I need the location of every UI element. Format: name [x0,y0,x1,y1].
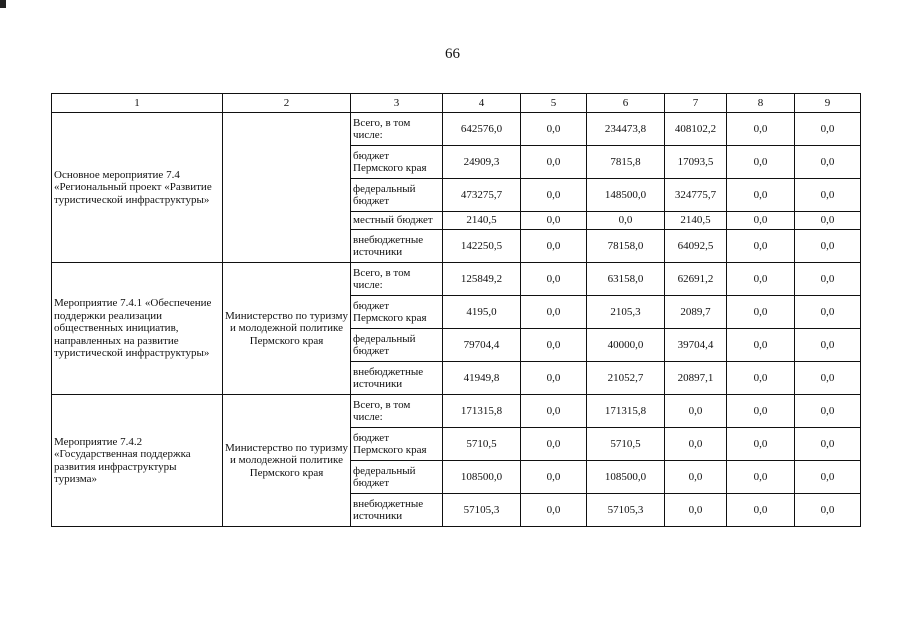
value-cell: 0,0 [727,113,795,146]
value-cell: 108500,0 [587,461,665,494]
funding-source-cell: бюджет Пермского края [351,146,443,179]
value-cell: 142250,5 [443,230,521,263]
value-cell: 0,0 [727,362,795,395]
value-cell: 0,0 [521,146,587,179]
event-name-cell: Мероприятие 7.4.2 «Государственная поддержка развития инфраструктуры туризма» [52,395,223,527]
value-cell: 0,0 [727,296,795,329]
value-cell: 234473,8 [587,113,665,146]
column-header: 9 [795,94,861,113]
value-cell: 0,0 [521,179,587,212]
funding-source-cell: федеральный бюджет [351,329,443,362]
value-cell: 79704,4 [443,329,521,362]
value-cell: 171315,8 [443,395,521,428]
value-cell: 78158,0 [587,230,665,263]
value-cell: 20897,1 [665,362,727,395]
column-header: 4 [443,94,521,113]
value-cell: 0,0 [521,296,587,329]
value-cell: 7815,8 [587,146,665,179]
value-cell: 0,0 [795,263,861,296]
value-cell: 0,0 [727,329,795,362]
value-cell: 2089,7 [665,296,727,329]
value-cell: 473275,7 [443,179,521,212]
funding-source-cell: внебюджетные источники [351,230,443,263]
header-row [52,94,861,113]
funding-source-cell: Всего, в том числе: [351,113,443,146]
value-cell: 642576,0 [443,113,521,146]
value-cell: 0,0 [795,362,861,395]
value-cell: 0,0 [521,428,587,461]
value-cell: 0,0 [665,428,727,461]
value-cell: 0,0 [665,461,727,494]
column-header: 1 [52,94,223,113]
column-header: 7 [665,94,727,113]
value-cell: 2140,5 [443,212,521,230]
value-cell: 125849,2 [443,263,521,296]
value-cell: 0,0 [521,329,587,362]
value-cell: 0,0 [665,395,727,428]
value-cell: 0,0 [665,494,727,527]
value-cell: 171315,8 [587,395,665,428]
value-cell: 0,0 [587,212,665,230]
value-cell: 0,0 [521,113,587,146]
value-cell: 0,0 [727,263,795,296]
value-cell: 62691,2 [665,263,727,296]
executor-cell: Министерство по туризму и молодежной политике Пермского края [223,395,351,527]
funding-source-cell: федеральный бюджет [351,179,443,212]
value-cell: 63158,0 [587,263,665,296]
value-cell: 0,0 [795,146,861,179]
funding-source-cell: бюджет Пермского края [351,296,443,329]
executor-cell [223,113,351,263]
value-cell: 5710,5 [443,428,521,461]
value-cell: 0,0 [727,494,795,527]
value-cell: 0,0 [727,212,795,230]
value-cell: 0,0 [521,395,587,428]
value-cell: 0,0 [727,395,795,428]
value-cell: 39704,4 [665,329,727,362]
value-cell: 0,0 [521,263,587,296]
event-name-cell: Основное мероприятие 7.4 «Региональный проект «Развитие туристической инфраструктуры» [52,113,223,263]
value-cell: 0,0 [795,494,861,527]
value-cell: 0,0 [795,461,861,494]
value-cell: 108500,0 [443,461,521,494]
value-cell: 5710,5 [587,428,665,461]
event-name-cell: Мероприятие 7.4.1 «Обеспечение поддержки реализации общественных инициатив, направленных на развитие туристической инфраструктуры» [52,263,223,395]
value-cell: 0,0 [727,428,795,461]
value-cell: 17093,5 [665,146,727,179]
funding-source-cell: Всего, в том числе: [351,263,443,296]
value-cell: 408102,2 [665,113,727,146]
executor-cell: Министерство по туризму и молодежной политике Пермского края [223,263,351,395]
value-cell: 0,0 [795,113,861,146]
table-row [52,263,861,296]
column-header: 2 [223,94,351,113]
value-cell: 2140,5 [665,212,727,230]
value-cell: 2105,3 [587,296,665,329]
value-cell: 0,0 [795,212,861,230]
value-cell: 0,0 [795,296,861,329]
page-number: 66 [445,46,460,62]
column-header: 3 [351,94,443,113]
budget-table [51,93,861,527]
value-cell: 0,0 [727,179,795,212]
value-cell: 0,0 [795,230,861,263]
value-cell: 0,0 [727,461,795,494]
column-header: 6 [587,94,665,113]
column-header: 8 [727,94,795,113]
funding-source-cell: бюджет Пермского края [351,428,443,461]
value-cell: 0,0 [795,395,861,428]
value-cell: 0,0 [521,362,587,395]
funding-source-cell: внебюджетные источники [351,362,443,395]
value-cell: 0,0 [795,179,861,212]
value-cell: 0,0 [521,494,587,527]
value-cell: 57105,3 [443,494,521,527]
table-row [52,113,861,146]
value-cell: 0,0 [521,461,587,494]
funding-source-cell: Всего, в том числе: [351,395,443,428]
funding-source-cell: внебюджетные источники [351,494,443,527]
funding-source-cell: федеральный бюджет [351,461,443,494]
value-cell: 57105,3 [587,494,665,527]
column-header: 5 [521,94,587,113]
value-cell: 148500,0 [587,179,665,212]
value-cell: 0,0 [727,230,795,263]
value-cell: 0,0 [521,212,587,230]
scan-corner-mark [0,0,6,8]
value-cell: 0,0 [795,428,861,461]
value-cell: 21052,7 [587,362,665,395]
value-cell: 324775,7 [665,179,727,212]
funding-source-cell: местный бюджет [351,212,443,230]
value-cell: 40000,0 [587,329,665,362]
value-cell: 24909,3 [443,146,521,179]
table-row [52,395,861,428]
value-cell: 0,0 [521,230,587,263]
value-cell: 0,0 [727,146,795,179]
value-cell: 0,0 [795,329,861,362]
value-cell: 41949,8 [443,362,521,395]
value-cell: 64092,5 [665,230,727,263]
value-cell: 4195,0 [443,296,521,329]
